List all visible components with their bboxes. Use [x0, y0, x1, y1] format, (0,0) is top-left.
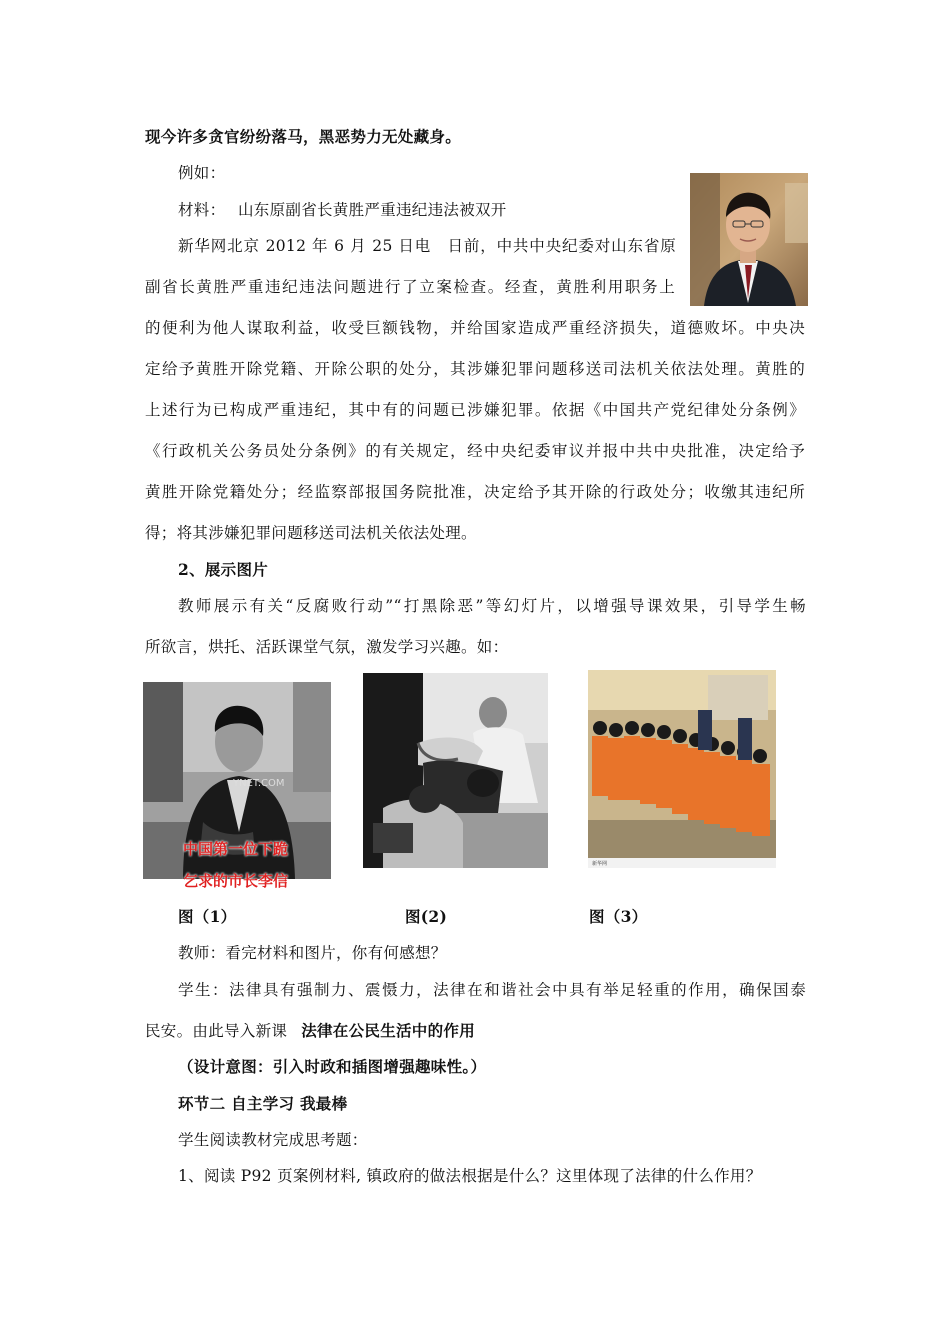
teacher-show-line-2: 所欲言，烘托、活跃课堂气氛，激发学习兴趣。如：	[145, 638, 509, 656]
new-lesson-title: 法律在公民生活中的作用	[301, 1021, 476, 1040]
news-line-6: 《行政机关公务员处分条例》的有关规定，经中央纪委审议并报中共中央批准，决定给予	[145, 442, 805, 460]
design-intent: （设计意图：引入时政和插图增强趣味性。）	[178, 1057, 487, 1076]
portrait-photo	[690, 173, 808, 306]
teacher-question: 教师：看完材料和图片，你有何感想？	[178, 944, 447, 962]
figure-label-1: 图（1）	[178, 907, 237, 926]
photo1-watermark: YNET.COM	[233, 778, 285, 789]
new-lesson-intro: 民安。由此导入新课	[145, 1022, 288, 1040]
student-answer-line-2	[145, 1021, 475, 1041]
material-label: 材料：	[178, 201, 226, 219]
news-line-8: 得；将其涉嫌犯罪问题移送司法机关依法处理。	[145, 524, 477, 542]
photo3-credit: 新华网	[592, 861, 608, 867]
reading-instruction: 学生阅读教材完成思考题：	[178, 1131, 368, 1149]
question-1: 1、阅读 P92 页案例材料, 镇政府的做法根据是什么？这里体现了法律的什么作用？	[178, 1167, 762, 1185]
example-label: 例如：	[178, 164, 226, 182]
student-answer-line-1: 学生：法律具有强制力、震慑力，法律在和谐社会中具有举足轻重的作用，确保国泰	[178, 981, 806, 999]
section-heading-self-study: 环节二 自主学习 我最棒	[178, 1094, 348, 1113]
teacher-show-line-1: 教师展示有关“反腐败行动”“打黑除恶”等幻灯片，以增强导课效果，引导学生畅	[178, 597, 806, 615]
intro-line: 现今许多贪官纷纷落马，黑恶势力无处藏身。	[145, 127, 462, 146]
photo1-caption-line1: 中国第一位下跪	[183, 840, 289, 858]
news-line-5: 上述行为已构成严重违纪，其中有的问题已涉嫌犯罪。依据《中国共产党纪律处分条例》	[145, 401, 805, 419]
photo1-caption-line2: 乞求的市长李信	[183, 872, 289, 890]
news-line-4: 定给予黄胜开除党籍、开除公职的处分，其涉嫌犯罪问题移送司法机关依法处理。黄胜的	[145, 360, 805, 378]
news-line-7: 黄胜开除党籍处分；经监察部报国务院批准，决定给予其开除的行政处分；收缴其违纪所	[145, 483, 805, 501]
news-line-1: 新华网北京 2012 年 6 月 25 日电 日前，中共中央纪委对山东省原	[178, 237, 676, 255]
news-line-2: 副省长黄胜严重违纪违法问题进行了立案检查。经查，黄胜利用职务上	[145, 278, 675, 296]
figure-label-3: 图（3）	[589, 907, 648, 926]
photo-arrest-scene	[363, 673, 548, 868]
photo-suspects-lineup	[588, 670, 776, 868]
figure-label-2: 图(2)	[405, 907, 448, 926]
section-heading-show-pictures: 2、展示图片	[178, 560, 269, 579]
material-title: 山东原副省长黄胜严重违纪违法被双开	[238, 201, 507, 219]
news-line-3: 的便利为他人谋取利益，收受巨额钱物，并给国家造成严重经济损失，道德败坏。中央决	[145, 319, 805, 337]
